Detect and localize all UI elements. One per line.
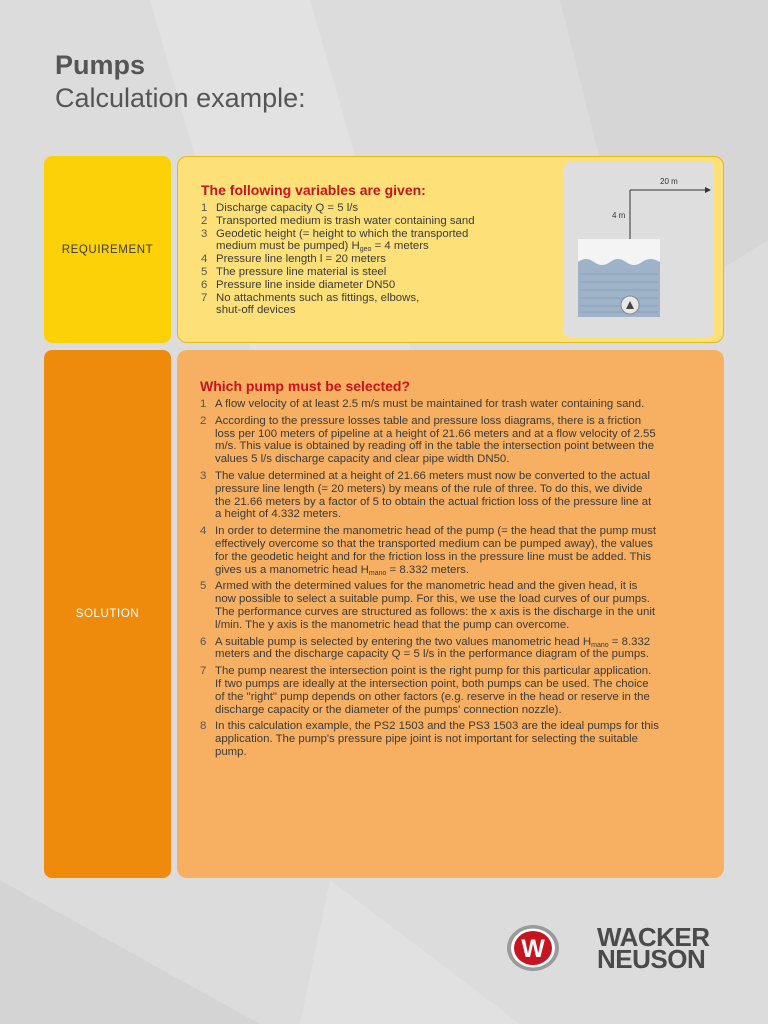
list-item — [201, 202, 541, 215]
solution-heading: Which pump must be selected? — [200, 378, 411, 394]
item-text: Pressure line inside diameter DN50 — [216, 278, 396, 291]
item-number: 2 — [201, 214, 208, 227]
item-number: 1 — [200, 398, 207, 410]
list-item — [201, 266, 541, 279]
solution-tab — [44, 350, 171, 878]
pump-diagram — [564, 162, 714, 337]
item-text: A suitable pump is selected by entering the two values manometric head $H_{mano} = 8.332$ meters and the discharge capacity Q = 5 l/s in the performance diagram of the pumps. — [215, 635, 651, 661]
list-item — [200, 398, 660, 411]
item-number: 3 — [201, 227, 208, 240]
list-item — [200, 665, 660, 716]
list-item — [201, 253, 541, 266]
item-number: 8 — [200, 720, 207, 733]
item-number: 7 — [200, 665, 207, 678]
item-number: 5 — [200, 580, 207, 593]
solution-panel — [177, 350, 724, 878]
item-number: 5 — [201, 265, 208, 278]
item-text: Discharge capacity Q = 5 l/s — [216, 202, 359, 214]
svg-text:W: W — [521, 935, 545, 963]
brand-line1: WACKER — [597, 922, 710, 952]
requirement-tab-label: REQUIREMENT — [61, 243, 154, 256]
item-number: 2 — [200, 414, 207, 427]
item-text: Armed with the determined values for the manometric head and the given head, it is now possible to select a suitable pump. For this, we use the load curves of our pumps. The performance curves are structured as follows: the x axis is the discharge in the unit l/min. The y axis is the manometric head that the pump can overcome. — [215, 580, 656, 631]
water-surface — [578, 259, 660, 317]
page-title: Pumps — [55, 50, 146, 80]
item-text: In this calculation example, the PS2 1503 and the PS3 1503 are the ideal pumps for this application. The pump's pressure pipe joint is not important for selecting the suitable pump. — [215, 720, 659, 758]
requirement-list — [201, 202, 541, 317]
requirement-panel — [177, 156, 724, 343]
list-item — [201, 215, 541, 228]
item-text: Geodetic height (= height to which the transported medium must be pumped) $H_{geo} = 4$ meters — [216, 227, 469, 254]
item-text: In order to determine the manometric head of the pump (= the head that the pump must effectively overcome so that the transported medium can be pumped away), the values for the geodetic height and for the friction loss in the pressure line must be added. This gives us a manometric head $H_{mano} = 8.332$ meters. — [215, 525, 657, 577]
item-text: Transported medium is trash water containing sand — [216, 214, 475, 227]
brand-line2: NEUSON — [597, 944, 706, 974]
list-item — [201, 279, 541, 292]
item-number: 6 — [201, 278, 208, 291]
list-item — [200, 580, 660, 631]
list-item — [200, 415, 660, 466]
item-text: No attachments such as fittings, elbows, shut-off devices — [216, 291, 420, 317]
wacker-neuson-wordmark — [597, 922, 710, 974]
item-text: The pump nearest the intersection point is the right pump for this particular application. If two pumps are ideally at the intersection point, both pumps can be used. The choice of the "right" pump depends on other factors (e.g. reserve in the head or reserve in the discharge capacity or the diameter of the pumps' connection nozzle). — [215, 665, 652, 716]
pump-diagram-illustration — [564, 162, 714, 337]
page-subtitle: Calculation example: — [55, 83, 306, 113]
item-text: The value determined at a height of 21.66 meters must now be converted to the actual pressure line length (= 20 meters) by means of the rule of three. To do this, we divide the 21.66 meters by a factor of 5 to obtain the actual friction loss of the pressure line at a height of 4.332 meters. — [215, 469, 652, 521]
wacker-neuson-logo-icon — [506, 924, 560, 972]
list-item — [201, 292, 541, 318]
page-heading — [55, 48, 306, 114]
requirement-heading: The following variables are given: — [201, 182, 426, 198]
requirement-tab — [44, 156, 171, 343]
item-number: 3 — [200, 469, 207, 482]
solution-list — [200, 398, 660, 763]
item-text: A flow velocity of at least 2.5 m/s must be maintained for trash water containing sand. — [215, 398, 645, 410]
list-item — [200, 470, 660, 521]
item-number: 7 — [201, 291, 208, 304]
list-item — [200, 525, 660, 576]
length-label: 20 m — [660, 177, 678, 186]
list-item — [200, 636, 660, 662]
list-item — [200, 720, 660, 758]
item-number: 1 — [201, 202, 208, 214]
item-number: 4 — [201, 253, 208, 266]
item-text: The pressure line material is steel — [216, 265, 387, 278]
list-item — [201, 228, 541, 254]
item-number: 4 — [200, 525, 207, 538]
item-number: 6 — [200, 635, 207, 648]
height-label: 4 m — [612, 211, 626, 220]
item-text: Pressure line length l = 20 meters — [216, 253, 386, 266]
solution-tab-label: SOLUTION — [75, 608, 140, 620]
item-text: According to the pressure losses table and pressure loss diagrams, there is a friction loss per 100 meters of pipeline at a height of 21.66 meters and at a flow velocity of 2.55 m/s. This value is obtained by reading off in the table the intersection point between the values 5 l/s discharge capacity and clear pipe width DN50. — [215, 414, 656, 466]
